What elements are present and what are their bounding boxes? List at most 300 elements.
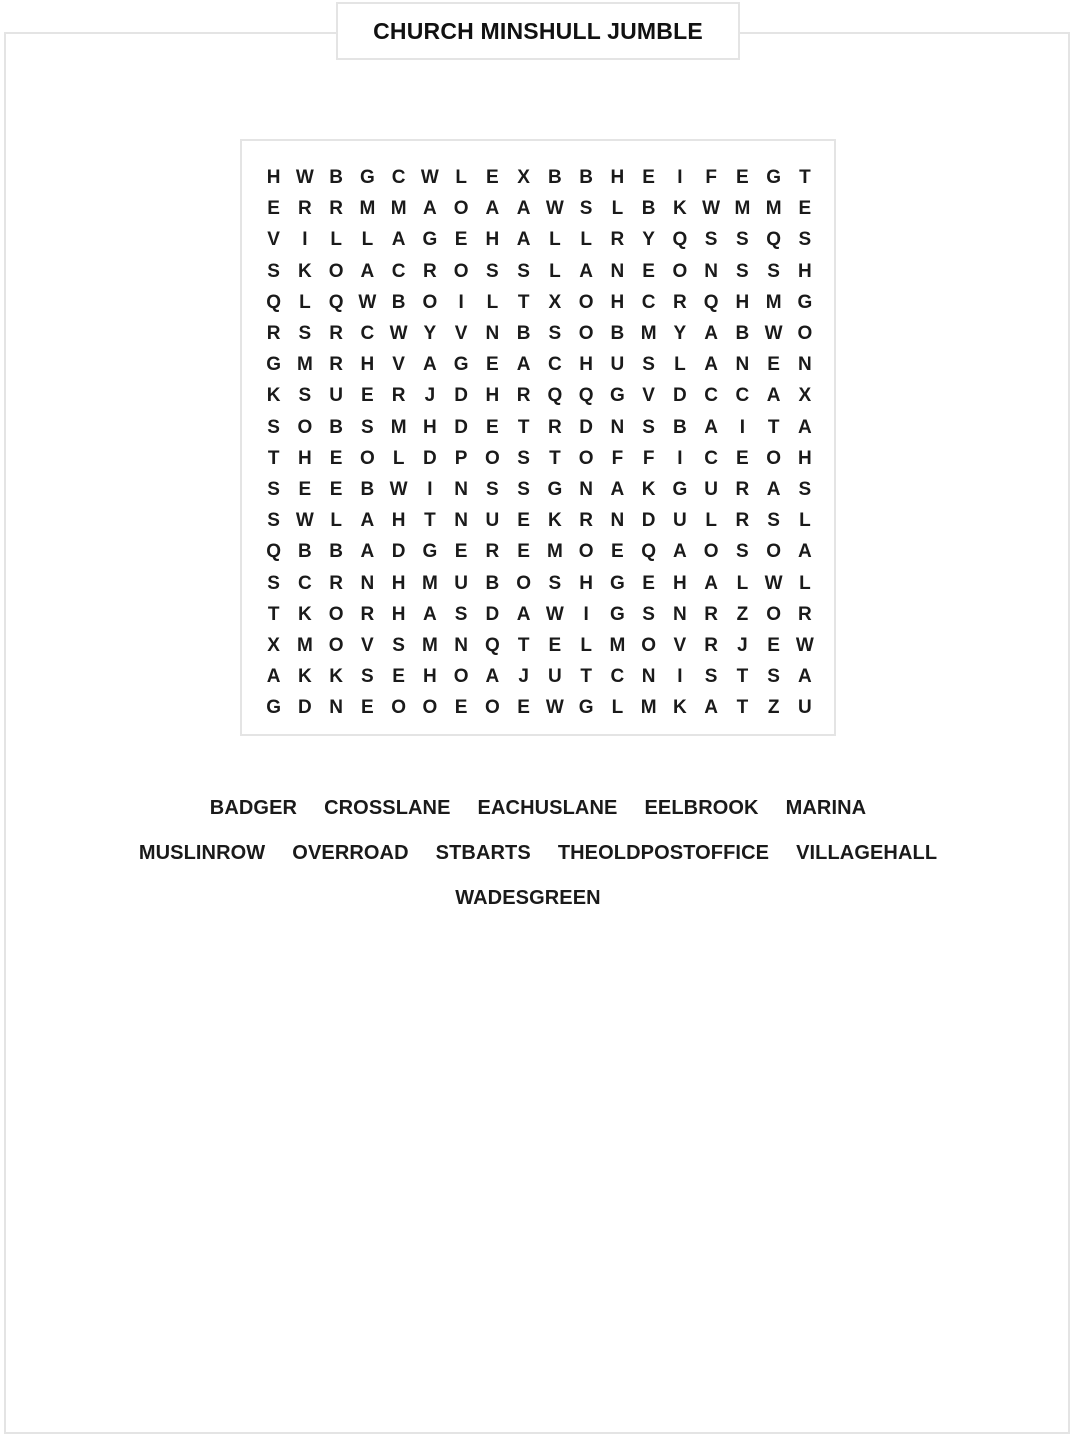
grid-letter: B (641, 198, 656, 220)
grid-letter: N (735, 354, 750, 376)
grid-letter: M (734, 198, 751, 220)
grid-letter: N (641, 666, 656, 688)
grid-letter: R (329, 198, 343, 220)
grid-letter: M (640, 323, 657, 345)
grid-letter: A (673, 541, 687, 563)
grid-letter: D (673, 385, 687, 407)
grid-letter: O (578, 323, 594, 345)
grid-letter: S (548, 572, 562, 594)
grid-letter: U (329, 385, 343, 407)
grid-letter: S (486, 478, 499, 500)
grid-letter: I (458, 291, 464, 313)
grid-letter: W (358, 291, 377, 313)
grid-letter: G (609, 572, 625, 594)
grid-letter: E (642, 260, 655, 282)
grid-letter: L (705, 510, 717, 532)
grid-letter: M (765, 198, 782, 220)
letter-grid (258, 162, 821, 723)
grid-letter: W (389, 323, 408, 345)
grid-letter: D (579, 416, 593, 438)
grid-letter: B (673, 416, 687, 438)
grid-letter: V (673, 634, 687, 656)
grid-letter: W (764, 323, 783, 345)
grid-letter: W (702, 198, 721, 220)
grid-letter: Y (642, 229, 655, 251)
grid-letter: V (454, 323, 468, 345)
grid-letter: C (298, 572, 312, 594)
grid-letter: G (266, 354, 282, 376)
grid-letter: S (798, 229, 812, 251)
grid-letter: M (390, 198, 407, 220)
grid-letter: O (766, 541, 782, 563)
grid-letter: E (454, 541, 468, 563)
grid-letter: O (578, 541, 594, 563)
grid-letter: J (737, 634, 748, 656)
word-list-item: EELBROOK (644, 797, 759, 819)
grid-letter: L (361, 229, 374, 251)
grid-letter: S (517, 447, 530, 469)
grid-letter: O (766, 603, 782, 625)
grid-letter: Q (672, 229, 688, 251)
grid-letter: E (486, 354, 499, 376)
grid-letter: S (579, 198, 593, 220)
grid-letter: M (359, 198, 376, 220)
grid-letter: E (486, 167, 499, 189)
grid-letter: H (391, 603, 406, 625)
grid-letter: L (674, 354, 686, 376)
grid-letter: S (361, 666, 374, 688)
grid-letter: S (767, 510, 780, 532)
grid-letter: B (735, 323, 750, 345)
grid-letter: A (516, 354, 531, 376)
grid-letter: H (485, 229, 500, 251)
grid-letter: Q (328, 291, 344, 313)
grid-letter: Z (767, 697, 780, 719)
grid-letter: U (798, 697, 812, 719)
grid-letter: A (798, 541, 812, 563)
grid-letter: M (296, 634, 313, 656)
grid-letter: L (736, 572, 749, 594)
grid-letter: E (767, 354, 780, 376)
grid-letter: T (767, 416, 780, 438)
grid-letter: H (298, 447, 312, 469)
grid-letter: Y (423, 323, 437, 345)
grid-letter: E (736, 447, 749, 469)
grid-letter: W (545, 697, 564, 719)
grid-letter: T (517, 416, 530, 438)
grid-letter: K (266, 385, 281, 407)
grid-letter: E (267, 198, 280, 220)
grid-letter: E (642, 167, 655, 189)
grid-letter: R (548, 416, 562, 438)
grid-letter: K (548, 510, 562, 532)
grid-letter: L (299, 291, 311, 313)
grid-letter: T (799, 167, 811, 189)
puzzle-title: CHURCH MINSHULL JUMBLE (336, 2, 740, 60)
grid-letter: S (517, 478, 530, 500)
grid-letter: E (298, 478, 312, 500)
grid-letter: E (329, 447, 343, 469)
word-list-item: THEOLDPOSTOFFICE (557, 842, 770, 864)
grid-letter: N (454, 478, 468, 500)
grid-letter: D (454, 385, 468, 407)
grid-letter: H (391, 572, 406, 594)
grid-letter: E (486, 416, 499, 438)
grid-letter: R (735, 510, 750, 532)
grid-letter: D (391, 541, 406, 563)
grid-letter: A (266, 666, 281, 688)
grid-letter: V (642, 385, 655, 407)
grid-letter: I (739, 416, 746, 438)
grid-letter: H (610, 291, 625, 313)
grid-letter: A (360, 541, 375, 563)
grid-letter: C (704, 447, 718, 469)
grid-letter: K (673, 697, 687, 719)
grid-letter: S (642, 416, 655, 438)
grid-letter: N (610, 260, 625, 282)
grid-letter: A (360, 260, 375, 282)
grid-letter: A (704, 416, 718, 438)
grid-letter: E (392, 666, 405, 688)
grid-letter: P (454, 447, 468, 469)
grid-letter: H (266, 167, 281, 189)
grid-letter: S (736, 229, 749, 251)
grid-letter: G (578, 697, 594, 719)
grid-letter: H (579, 572, 593, 594)
grid-letter: R (485, 541, 500, 563)
word-list-item: MARINA (785, 797, 867, 819)
grid-letter: I (677, 666, 683, 688)
grid-letter: N (704, 260, 718, 282)
word-list-item: MUSLINROW (138, 842, 266, 864)
grid-letter: A (485, 198, 500, 220)
grid-letter: W (795, 634, 814, 656)
grid-letter: E (329, 478, 343, 500)
grid-letter: M (421, 572, 438, 594)
grid-letter: H (673, 572, 687, 594)
grid-letter: E (517, 541, 530, 563)
grid-letter: S (704, 229, 718, 251)
grid-letter: L (549, 260, 561, 282)
grid-letter: C (735, 385, 750, 407)
grid-letter: L (330, 510, 342, 532)
grid-letter: N (485, 323, 500, 345)
grid-letter: O (453, 666, 469, 688)
grid-letter: N (454, 510, 468, 532)
grid-letter: S (798, 478, 812, 500)
grid-letter: S (298, 323, 312, 345)
grid-letter: R (266, 323, 281, 345)
grid-letter: R (735, 478, 750, 500)
grid-letter: B (610, 323, 625, 345)
grid-letter: A (516, 198, 531, 220)
grid-letter: U (704, 478, 718, 500)
grid-letter: T (580, 666, 592, 688)
grid-letter: W (295, 510, 314, 532)
grid-letter: E (767, 634, 780, 656)
grid-letter: S (642, 603, 655, 625)
word-list-item: BADGER (209, 797, 298, 819)
grid-letter: N (579, 478, 593, 500)
grid-letter: Q (484, 634, 500, 656)
grid-letter: X (267, 634, 280, 656)
grid-letter: S (517, 260, 530, 282)
grid-letter: G (359, 167, 375, 189)
grid-letter: F (611, 447, 624, 469)
word-list-row (0, 786, 1076, 831)
grid-letter: S (361, 416, 374, 438)
grid-letter: E (454, 697, 468, 719)
grid-letter: G (609, 385, 625, 407)
grid-letter: L (580, 229, 592, 251)
grid-letter: K (298, 666, 312, 688)
grid-letter: A (579, 260, 593, 282)
grid-letter: H (423, 666, 437, 688)
grid-letter: R (329, 323, 343, 345)
grid-letter: X (517, 167, 530, 189)
grid-letter: O (578, 447, 594, 469)
grid-letter: B (329, 541, 343, 563)
grid-letter: B (298, 541, 312, 563)
grid-letter: O (328, 634, 344, 656)
grid-letter: O (672, 260, 688, 282)
grid-letter: Q (266, 291, 282, 313)
word-list-item: OVERROAD (292, 842, 409, 864)
grid-letter: A (423, 354, 437, 376)
grid-letter: T (267, 603, 280, 625)
grid-letter: A (423, 198, 437, 220)
grid-letter: M (546, 541, 563, 563)
grid-letter: E (361, 697, 374, 719)
word-list-row (0, 876, 1076, 921)
grid-letter: L (486, 291, 499, 313)
grid-letter: B (548, 167, 562, 189)
grid-letter: O (766, 447, 782, 469)
grid-letter: E (361, 385, 374, 407)
grid-letter: O (578, 291, 594, 313)
grid-letter: U (548, 666, 562, 688)
grid-letter: B (579, 167, 593, 189)
grid-letter: S (736, 541, 749, 563)
grid-letter: S (767, 666, 780, 688)
grid-letter: S (486, 260, 499, 282)
grid-letter: L (392, 447, 405, 469)
grid-letter: V (267, 229, 280, 251)
grid-letter: S (642, 354, 655, 376)
grid-letter: M (609, 634, 626, 656)
grid-letter: O (641, 634, 657, 656)
grid-letter: U (673, 510, 687, 532)
grid-letter: R (798, 603, 812, 625)
grid-letter: U (454, 572, 468, 594)
grid-letter: K (298, 260, 312, 282)
grid-letter: E (611, 541, 624, 563)
grid-letter: X (798, 385, 812, 407)
grid-letter: H (798, 447, 812, 469)
grid-letter: C (360, 323, 375, 345)
grid-letter: H (579, 354, 593, 376)
grid-letter: T (517, 634, 530, 656)
grid-letter: I (677, 167, 683, 189)
grid-letter: S (267, 260, 280, 282)
grid-letter: V (392, 354, 405, 376)
grid-letter: Z (736, 603, 749, 625)
grid-letter: S (267, 416, 280, 438)
grid-letter: W (389, 478, 408, 500)
grid-letter: R (329, 354, 343, 376)
grid-letter: H (798, 260, 812, 282)
word-list-item: WADESGREEN (455, 887, 601, 909)
grid-letter: O (453, 198, 469, 220)
grid-letter: A (704, 572, 718, 594)
grid-letter: O (359, 447, 375, 469)
grid-letter: C (704, 385, 718, 407)
grid-letter: N (454, 634, 468, 656)
grid-letter: A (516, 603, 531, 625)
grid-letter: L (549, 229, 561, 251)
grid-letter: I (677, 447, 683, 469)
grid-letter: Q (578, 385, 594, 407)
grid-letter: I (427, 478, 433, 500)
grid-letter: U (610, 354, 625, 376)
grid-letter: G (766, 167, 782, 189)
grid-letter: S (267, 478, 280, 500)
grid-letter: T (736, 666, 749, 688)
grid-letter: L (330, 229, 342, 251)
grid-letter: R (329, 572, 343, 594)
grid-letter: H (360, 354, 375, 376)
grid-letter: H (735, 291, 750, 313)
grid-letter: O (703, 541, 719, 563)
grid-letter: Q (266, 541, 282, 563)
grid-letter: S (298, 385, 312, 407)
grid-letter: R (673, 291, 687, 313)
grid-letter: Q (703, 291, 719, 313)
grid-letter: F (642, 447, 655, 469)
grid-letter: A (360, 510, 375, 532)
word-list-item: STBARTS (435, 842, 531, 864)
grid-letter: L (799, 510, 811, 532)
grid-letter: N (610, 416, 625, 438)
grid-letter: I (583, 603, 589, 625)
grid-letter: O (328, 603, 344, 625)
grid-letter: T (549, 447, 561, 469)
grid-letter: H (485, 385, 500, 407)
grid-letter: Q (641, 541, 657, 563)
grid-letter: E (798, 198, 812, 220)
grid-letter: H (610, 167, 625, 189)
grid-letter: K (673, 198, 687, 220)
grid-letter: N (610, 510, 625, 532)
word-list-row (0, 831, 1076, 876)
grid-letter: I (302, 229, 308, 251)
grid-letter: M (390, 416, 407, 438)
grid-letter: C (548, 354, 562, 376)
grid-letter: R (360, 603, 375, 625)
grid-letter: N (798, 354, 812, 376)
grid-letter: A (798, 416, 812, 438)
grid-letter: D (423, 447, 437, 469)
grid-letter: H (391, 510, 406, 532)
grid-letter: G (547, 478, 563, 500)
grid-letter: O (391, 697, 407, 719)
grid-letter: A (704, 697, 718, 719)
grid-letter: O (328, 260, 344, 282)
grid-letter: A (798, 666, 812, 688)
grid-letter: B (360, 478, 375, 500)
grid-letter: K (329, 666, 343, 688)
grid-letter: A (516, 229, 531, 251)
grid-letter: A (423, 603, 437, 625)
grid-letter: S (736, 260, 749, 282)
grid-letter: W (764, 572, 783, 594)
grid-letter: R (610, 229, 625, 251)
grid-letter: Y (673, 323, 687, 345)
grid-letter: K (641, 478, 656, 500)
grid-letter: E (642, 572, 655, 594)
grid-letter: R (298, 198, 312, 220)
grid-letter: G (609, 603, 625, 625)
grid-letter: A (610, 478, 625, 500)
grid-letter: E (517, 697, 530, 719)
grid-letter: S (767, 260, 780, 282)
grid-letter: S (548, 323, 562, 345)
grid-letter: T (424, 510, 436, 532)
grid-letter: R (391, 385, 406, 407)
grid-letter: E (454, 229, 468, 251)
grid-letter: W (545, 603, 564, 625)
grid-letter: D (298, 697, 312, 719)
grid-letter: E (736, 167, 749, 189)
grid-letter: S (704, 666, 718, 688)
grid-letter: B (485, 572, 500, 594)
grid-letter: D (485, 603, 500, 625)
grid-letter: R (423, 260, 437, 282)
word-search-grid-box (240, 139, 836, 736)
grid-letter: H (423, 416, 437, 438)
grid-letter: U (485, 510, 500, 532)
grid-letter: V (361, 634, 374, 656)
grid-letter: J (518, 666, 529, 688)
grid-letter: T (517, 291, 530, 313)
grid-letter: Q (547, 385, 563, 407)
grid-letter: N (360, 572, 375, 594)
grid-letter: A (766, 385, 781, 407)
grid-letter: S (392, 634, 405, 656)
grid-letter: O (422, 697, 438, 719)
grid-letter: D (641, 510, 656, 532)
grid-letter: N (329, 697, 343, 719)
grid-letter: A (485, 666, 500, 688)
grid-letter: S (267, 510, 280, 532)
grid-letter: R (704, 603, 718, 625)
grid-letter: C (391, 167, 406, 189)
word-list-item: EACHUSLANE (477, 797, 618, 819)
word-list-item: CROSSLANE (324, 797, 451, 819)
grid-letter: B (329, 416, 343, 438)
grid-letter: L (799, 572, 811, 594)
grid-letter: E (548, 634, 562, 656)
grid-letter: D (454, 416, 468, 438)
grid-letter: B (391, 291, 406, 313)
grid-letter: O (453, 260, 469, 282)
grid-letter: G (453, 354, 469, 376)
grid-letter: F (705, 167, 717, 189)
grid-letter: M (421, 634, 438, 656)
grid-letter: O (484, 447, 500, 469)
grid-letter: J (424, 385, 436, 407)
grid-letter: L (611, 697, 624, 719)
